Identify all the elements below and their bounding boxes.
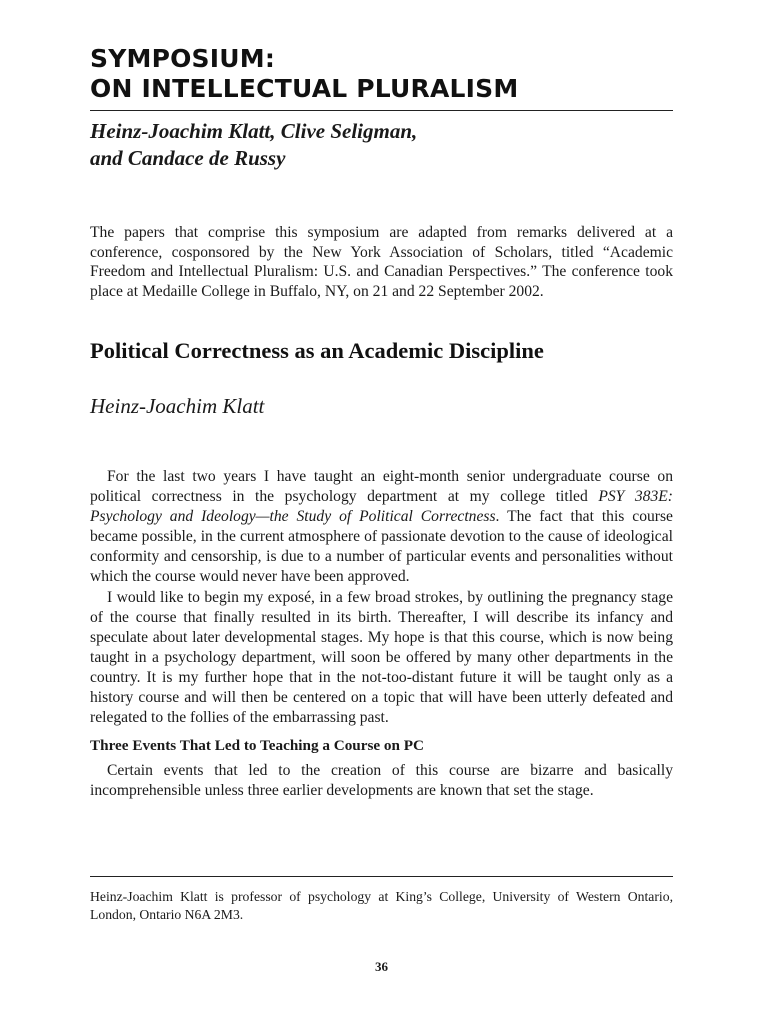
article-title: Political Correctness as an Academic Discipline <box>90 338 544 363</box>
symposium-title-line2: ON INTELLECTUAL PLURALISM <box>90 74 519 103</box>
body-paragraph-1-end: . The fact that this course became possible, in the current atmosphere of passionate devotion to the cause of ideological conformity and censorship, is due to a number of particular events and personalities without which the course would never have been approved. <box>90 508 673 586</box>
document-page <box>90 0 673 1024</box>
symposium-title <box>90 44 518 104</box>
author-footnote: Heinz-Joachim Klatt is professor of psychology at King’s College, University of Western Ontario, London, Ontario N6A 2M3. <box>90 889 673 922</box>
body-paragraph-1 <box>90 467 673 588</box>
title-divider <box>90 110 673 111</box>
body-paragraph-2: I would like to begin my exposé, in a few broad strokes, by outlining the pregnancy stage of the course that finally resulted in its birth. Thereafter, I will describe its infancy and speculate about later developmental stages. My hope is that this course, which is now being taught in a psychology department, will soon be offered by many other departments in the country. It is my further hope that in the not-too-distant future it will be taught only as a history course and will then be centered on a topic that will have been utterly defeated and relegated to the follies of the embarrassing past. <box>90 588 673 727</box>
symposium-authors-line1: Heinz-Joachim Klatt, Clive Seligman, <box>90 119 418 143</box>
symposium-intro-paragraph: The papers that comprise this symposium are adapted from remarks delivered at a conference, cosponsored by the New York Association of Scholars, titled “Academic Freedom and Intellectual Pluralism: U.S. and Canadian Perspectives.” The conference took place at Medaille College in Buffalo, NY, on 21 and 22 September 2002. <box>90 224 673 301</box>
footnote-divider <box>90 876 673 877</box>
symposium-authors <box>90 118 417 172</box>
article-body <box>90 467 673 801</box>
body-paragraph-3: Certain events that led to the creation of this course are bizarre and basically incomprehensible unless three earlier developments are known that set the stage. <box>90 762 673 800</box>
page-number: 36 <box>375 959 388 974</box>
course-title: PSY 383E: Psychology and Ideology—the Study of Political Correctness <box>90 488 673 526</box>
symposium-title-line1: SYMPOSIUM: <box>90 44 276 73</box>
section-heading: Three Events That Led to Teaching a Course on PC <box>90 737 425 755</box>
body-paragraph-1-start: For the last two years I have taught an eight-month senior undergraduate course on political correctness in the psychology department at my college titled <box>90 468 673 506</box>
article-author: Heinz-Joachim Klatt <box>90 394 265 418</box>
symposium-authors-line2: and Candace de Russy <box>90 146 286 170</box>
